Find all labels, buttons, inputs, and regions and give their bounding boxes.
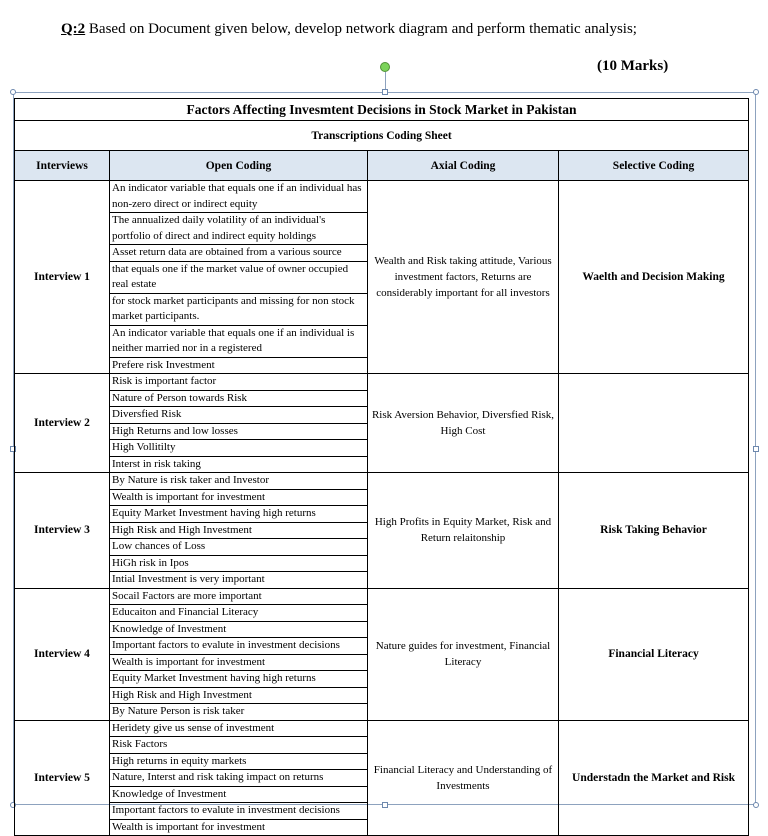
open-coding-cell: [110, 588, 368, 720]
open-code-item: Heridety give us sense of investment: [110, 721, 367, 738]
open-code-item: High Risk and High Investment: [110, 688, 367, 705]
resize-handle-top-left[interactable]: [10, 89, 16, 95]
column-header-axial-coding: Axial Coding: [368, 151, 559, 181]
column-header-open-coding: Open Coding: [110, 151, 368, 181]
question-text: [61, 21, 637, 38]
resize-handle-top-right[interactable]: [753, 89, 759, 95]
interview-label: Interview 3: [15, 473, 110, 589]
axial-coding-cell: Nature guides for investment, Financial Literacy: [368, 588, 559, 720]
selective-coding-cell: Risk Taking Behavior: [559, 473, 749, 589]
resize-handle-right[interactable]: [753, 446, 759, 452]
rotation-handle-line: [385, 72, 386, 90]
open-code-item: Asset return data are obtained from a various source: [110, 245, 367, 262]
interview-label: Interview 2: [15, 374, 110, 473]
selective-coding-cell: [559, 374, 749, 473]
open-code-item: Wealth is important for investment: [110, 655, 367, 672]
open-code-item: that equals one if the market value of owner occupied real estate: [110, 262, 367, 294]
selective-coding-cell: Understadn the Market and Risk: [559, 720, 749, 836]
question-body: Based on Document given below, develop network diagram and perform thematic analysis;: [85, 21, 637, 37]
open-code-item: Knowledge of Investment: [110, 787, 367, 804]
open-code-item: An indicator variable that equals one if an individual has non-zero direct or indirect equity: [110, 181, 367, 213]
table-title: Factors Affecting Invesmtent Decisions in Stock Market in Pakistan: [15, 99, 749, 121]
open-code-item: Risk is important factor: [110, 374, 367, 391]
interview-row: [15, 181, 749, 374]
interview-label: Interview 5: [15, 720, 110, 836]
interview-row: [15, 473, 749, 589]
open-code-item: High Risk and High Investment: [110, 523, 367, 540]
open-code-item: Diversfied Risk: [110, 407, 367, 424]
open-code-item: Intial Investment is very important: [112, 573, 265, 585]
open-code-item: The annualized daily volatility of an individual's portfolio of direct and indirect equity holdings: [110, 213, 367, 245]
open-code-item: High returns in equity markets: [110, 754, 367, 771]
axial-coding-cell: Risk Aversion Behavior, Diversfied Risk, High Cost: [368, 374, 559, 473]
open-coding-cell: [110, 181, 368, 374]
open-code-item: for stock market participants and missing for non stock market participants.: [110, 294, 367, 326]
interview-row: [15, 588, 749, 720]
resize-handle-top[interactable]: [382, 89, 388, 95]
open-code-item: Equity Market Investment having high returns: [110, 671, 367, 688]
open-code-item: High Vollitilty: [110, 440, 367, 457]
axial-coding-cell: Financial Literacy and Understanding of Investments: [368, 720, 559, 836]
open-code-item: Interst in risk taking: [112, 457, 201, 470]
open-coding-cell: [110, 720, 368, 836]
interview-label: Interview 1: [15, 181, 110, 374]
marks-label: (10 Marks): [597, 58, 669, 74]
resize-handle-bottom-right[interactable]: [753, 802, 759, 808]
coding-sheet-table: [14, 98, 749, 836]
open-code-item: Socail Factors are more important: [110, 589, 367, 606]
open-code-item: Prefere risk Investment: [112, 358, 215, 371]
open-code-item: By Nature is risk taker and Investor: [110, 473, 367, 490]
selective-coding-cell: Financial Literacy: [559, 588, 749, 720]
question-number: Q:2: [61, 21, 86, 37]
open-code-item: Nature, Interst and risk taking impact on returns: [110, 770, 367, 787]
column-header-selective-coding: Selective Coding: [559, 151, 749, 181]
column-header-interviews: Interviews: [15, 151, 110, 181]
interview-label: Interview 4: [15, 588, 110, 720]
table-subtitle: Transcriptions Coding Sheet: [15, 121, 749, 151]
selective-coding-cell: Waelth and Decision Making: [559, 181, 749, 374]
open-code-item: Equity Market Investment having high returns: [110, 506, 367, 523]
open-code-item: Knowledge of Investment: [110, 622, 367, 639]
open-code-item: HiGh risk in Ipos: [110, 556, 367, 573]
open-code-item: An indicator variable that equals one if an individual is neither married nor in a registered: [110, 326, 367, 358]
open-code-item: Risk Factors: [110, 737, 367, 754]
axial-coding-cell: High Profits in Equity Market, Risk and Return relaitonship: [368, 473, 559, 589]
interview-row: [15, 374, 749, 473]
open-coding-cell: [110, 473, 368, 589]
axial-coding-cell: Wealth and Risk taking attitude, Various investment factors, Returns are considerably important for all investors: [368, 181, 559, 374]
open-code-item: High Returns and low losses: [110, 424, 367, 441]
open-code-item: Low chances of Loss: [110, 539, 367, 556]
open-code-item: Wealth is important for investment: [112, 820, 266, 833]
open-code-item: Important factors to evalute in investment decisions: [110, 803, 367, 820]
open-code-item: Nature of Person towards Risk: [110, 391, 367, 408]
interview-row: [15, 720, 749, 836]
open-coding-cell: [110, 374, 368, 473]
open-code-item: Educaiton and Financial Literacy: [110, 605, 367, 622]
open-code-item: By Nature Person is risk taker: [112, 705, 245, 717]
open-code-item: Important factors to evalute in investment decisions: [110, 638, 367, 655]
rotate-handle-icon[interactable]: [380, 62, 390, 72]
open-code-item: Wealth is important for investment: [110, 490, 367, 507]
